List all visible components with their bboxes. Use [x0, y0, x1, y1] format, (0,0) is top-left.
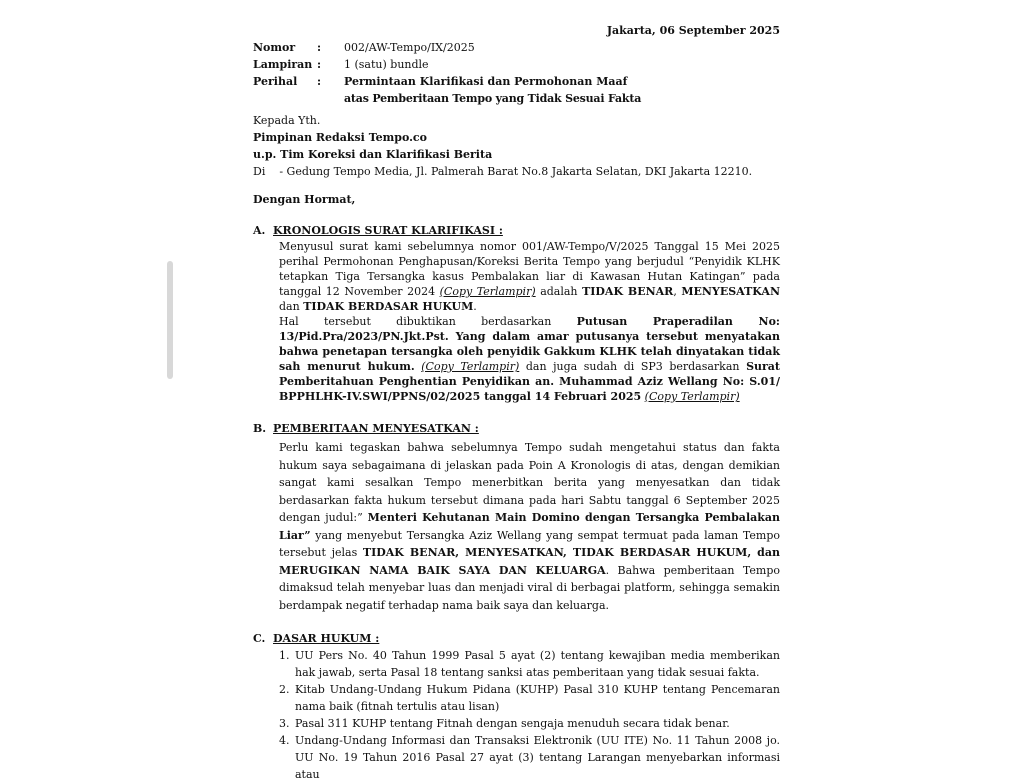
list-item — [279, 732, 780, 783]
scrollbar-thumb[interactable] — [167, 261, 173, 379]
meta-perihal — [253, 73, 780, 90]
meta-value: 1 (satu) bundle — [344, 58, 429, 71]
section-a-paragraph-1: Menyusul surat kami sebelumnya nomor 001/AW-Tempo/V/2025 Tanggal 15 Mei 2025 perihal Permohonan Penghapusan/Koreksi Berita Tempo yang berjudul “Penyidik KLHK tetapkan Tiga Tersangka kasus Pembalakan liar di Kawasan Hutan Katingan” pada tanggal 12 November 2024 (Copy Terlampir) adalah TIDAK BENAR, MENYESATKAN dan TIDAK BERDASAR HUKUM. — [279, 240, 780, 313]
section-c — [253, 630, 780, 783]
meta-value: 002/AW-Tempo/IX/2025 — [344, 41, 475, 54]
section-letter: C. — [253, 632, 266, 645]
section-b-body: Perlu kami tegaskan bahwa sebelumnya Tempo sudah mengetahui status dan fakta hukum saya sebagaimana di jelaskan pada Poin A Kronologis di atas, dengan demikian sangat kami sesalkan Tempo menerbitkan berita yang menyesatkan dan tidak berdasarkan fakta hukum tersebut dimana pada hari Sabtu tanggal 6 September 2025 dengan judul:” Menteri Kehutanan Main Domino dengan Tersangka Pembalakan Liar” yang menyebut Tersangka Aziz Wellang yang sempat termuat pada laman Tempo tersebut jelas TIDAK BENAR, MENYESATKAN, TIDAK BERDASAR HUKUM, dan MERUGIKAN NAMA BAIK SAYA DAN KELUARGA. Bahwa pemberitaan Tempo dimaksud telah menyebar luas dan menjadi viral di berbagai platform, sehingga semakin berdampak negatif terhadap nama baik saya dan keluarga. — [279, 441, 781, 612]
list-text: Undang-Undang Informasi dan Transaksi Elektronik (UU ITE) No. 11 Tahun 2008 jo. UU No. 19 Tahun 2016 Pasal 27 ayat (3) tentang Larangan menyebarkan informasi atau — [295, 734, 780, 781]
legal-basis-list — [253, 647, 780, 783]
section-letter: B. — [253, 422, 267, 435]
section-title: PEMBERITAAN MENYESATKAN : — [273, 422, 479, 435]
list-number: 1. — [279, 649, 290, 662]
recipient-address: Di - Gedung Tempo Media, Jl. Palmerah Barat No.8 Jakarta Selatan, DKI Jakarta 12210. — [253, 165, 753, 178]
meta-lampiran — [253, 56, 780, 73]
section-a-heading — [253, 222, 780, 239]
recipient-greeting: Kepada Yth. — [253, 114, 321, 127]
section-title: KRONOLOGIS SURAT KLARIFIKASI : — [273, 224, 503, 237]
section-b-heading — [253, 420, 780, 437]
section-a-body — [253, 239, 780, 404]
letter-date: Jakarta, 06 September 2025 — [606, 24, 780, 37]
meta-label: Nomor — [253, 41, 296, 54]
perihal-line-2: atas Pemberitaan Tempo yang Tidak Sesuai Fakta — [344, 92, 642, 105]
list-text: Kitab Undang-Undang Hukum Pidana (KUHP) Pasal 310 KUHP tentang Pencemaran nama baik (fitnah tertulis atau lisan) — [295, 683, 780, 713]
recipient-name: Pimpinan Redaksi Tempo.co — [253, 131, 427, 144]
copy-attached-link[interactable]: (Copy Terlampir) — [644, 390, 740, 403]
section-letter: A. — [253, 224, 266, 237]
list-number: 2. — [279, 683, 290, 696]
meta-label: Lampiran — [253, 58, 313, 71]
letter-page — [253, 22, 780, 783]
list-number: 3. — [279, 717, 290, 730]
section-a — [253, 222, 780, 404]
meta-colon: : — [317, 41, 322, 54]
section-c-heading — [253, 630, 780, 647]
meta-colon: : — [317, 75, 322, 88]
list-item — [279, 647, 780, 681]
list-number: 4. — [279, 734, 290, 747]
meta-value: Permintaan Klarifikasi dan Permohonan Maaf — [344, 75, 628, 88]
recipient-block — [253, 112, 780, 180]
section-title: DASAR HUKUM : — [273, 632, 380, 645]
salutation: Dengan Hormat, — [253, 193, 356, 206]
recipient-attention: u.p. Tim Koreksi dan Klarifikasi Berita — [253, 148, 493, 161]
copy-attached-link[interactable]: (Copy Terlampir) — [421, 360, 520, 373]
list-text: UU Pers No. 40 Tahun 1999 Pasal 5 ayat (2) tentang kewajiban media memberikan hak jawab, serta Pasal 18 tentang sanksi atas pemberitaan yang tidak sesuai fakta. — [295, 649, 780, 679]
list-text: Pasal 311 KUHP tentang Fitnah dengan sengaja menuduh secara tidak benar. — [295, 717, 730, 730]
meta-nomor — [253, 39, 780, 56]
section-a-paragraph-2: Hal tersebut dibuktikan berdasarkan Putusan Praperadilan No: 13/Pid.Pra/2023/PN.Jkt.Pst. Yang dalam amar putusanya tersebut menyatakan bahwa penetapan tersangka oleh penyidik Gakkum KLHK telah dinyatakan tidak sah menurut hukum. (Copy Terlampir) dan juga sudah di SP3 berdasarkan Surat Pemberitahuan Penghentian Penyidikan an. Muhammad Aziz Wellang No: S.01/ BPPHLHK-IV.SWI/PPNS/02/2025 tanggal 14 Februari 2025 (Copy Terlampir) — [279, 315, 781, 403]
list-item — [279, 681, 780, 715]
meta-label: Perihal — [253, 75, 298, 88]
section-b — [253, 420, 780, 614]
meta-colon: : — [317, 58, 322, 71]
copy-attached-link[interactable]: (Copy Terlampir) — [439, 285, 536, 298]
list-item — [279, 715, 780, 732]
